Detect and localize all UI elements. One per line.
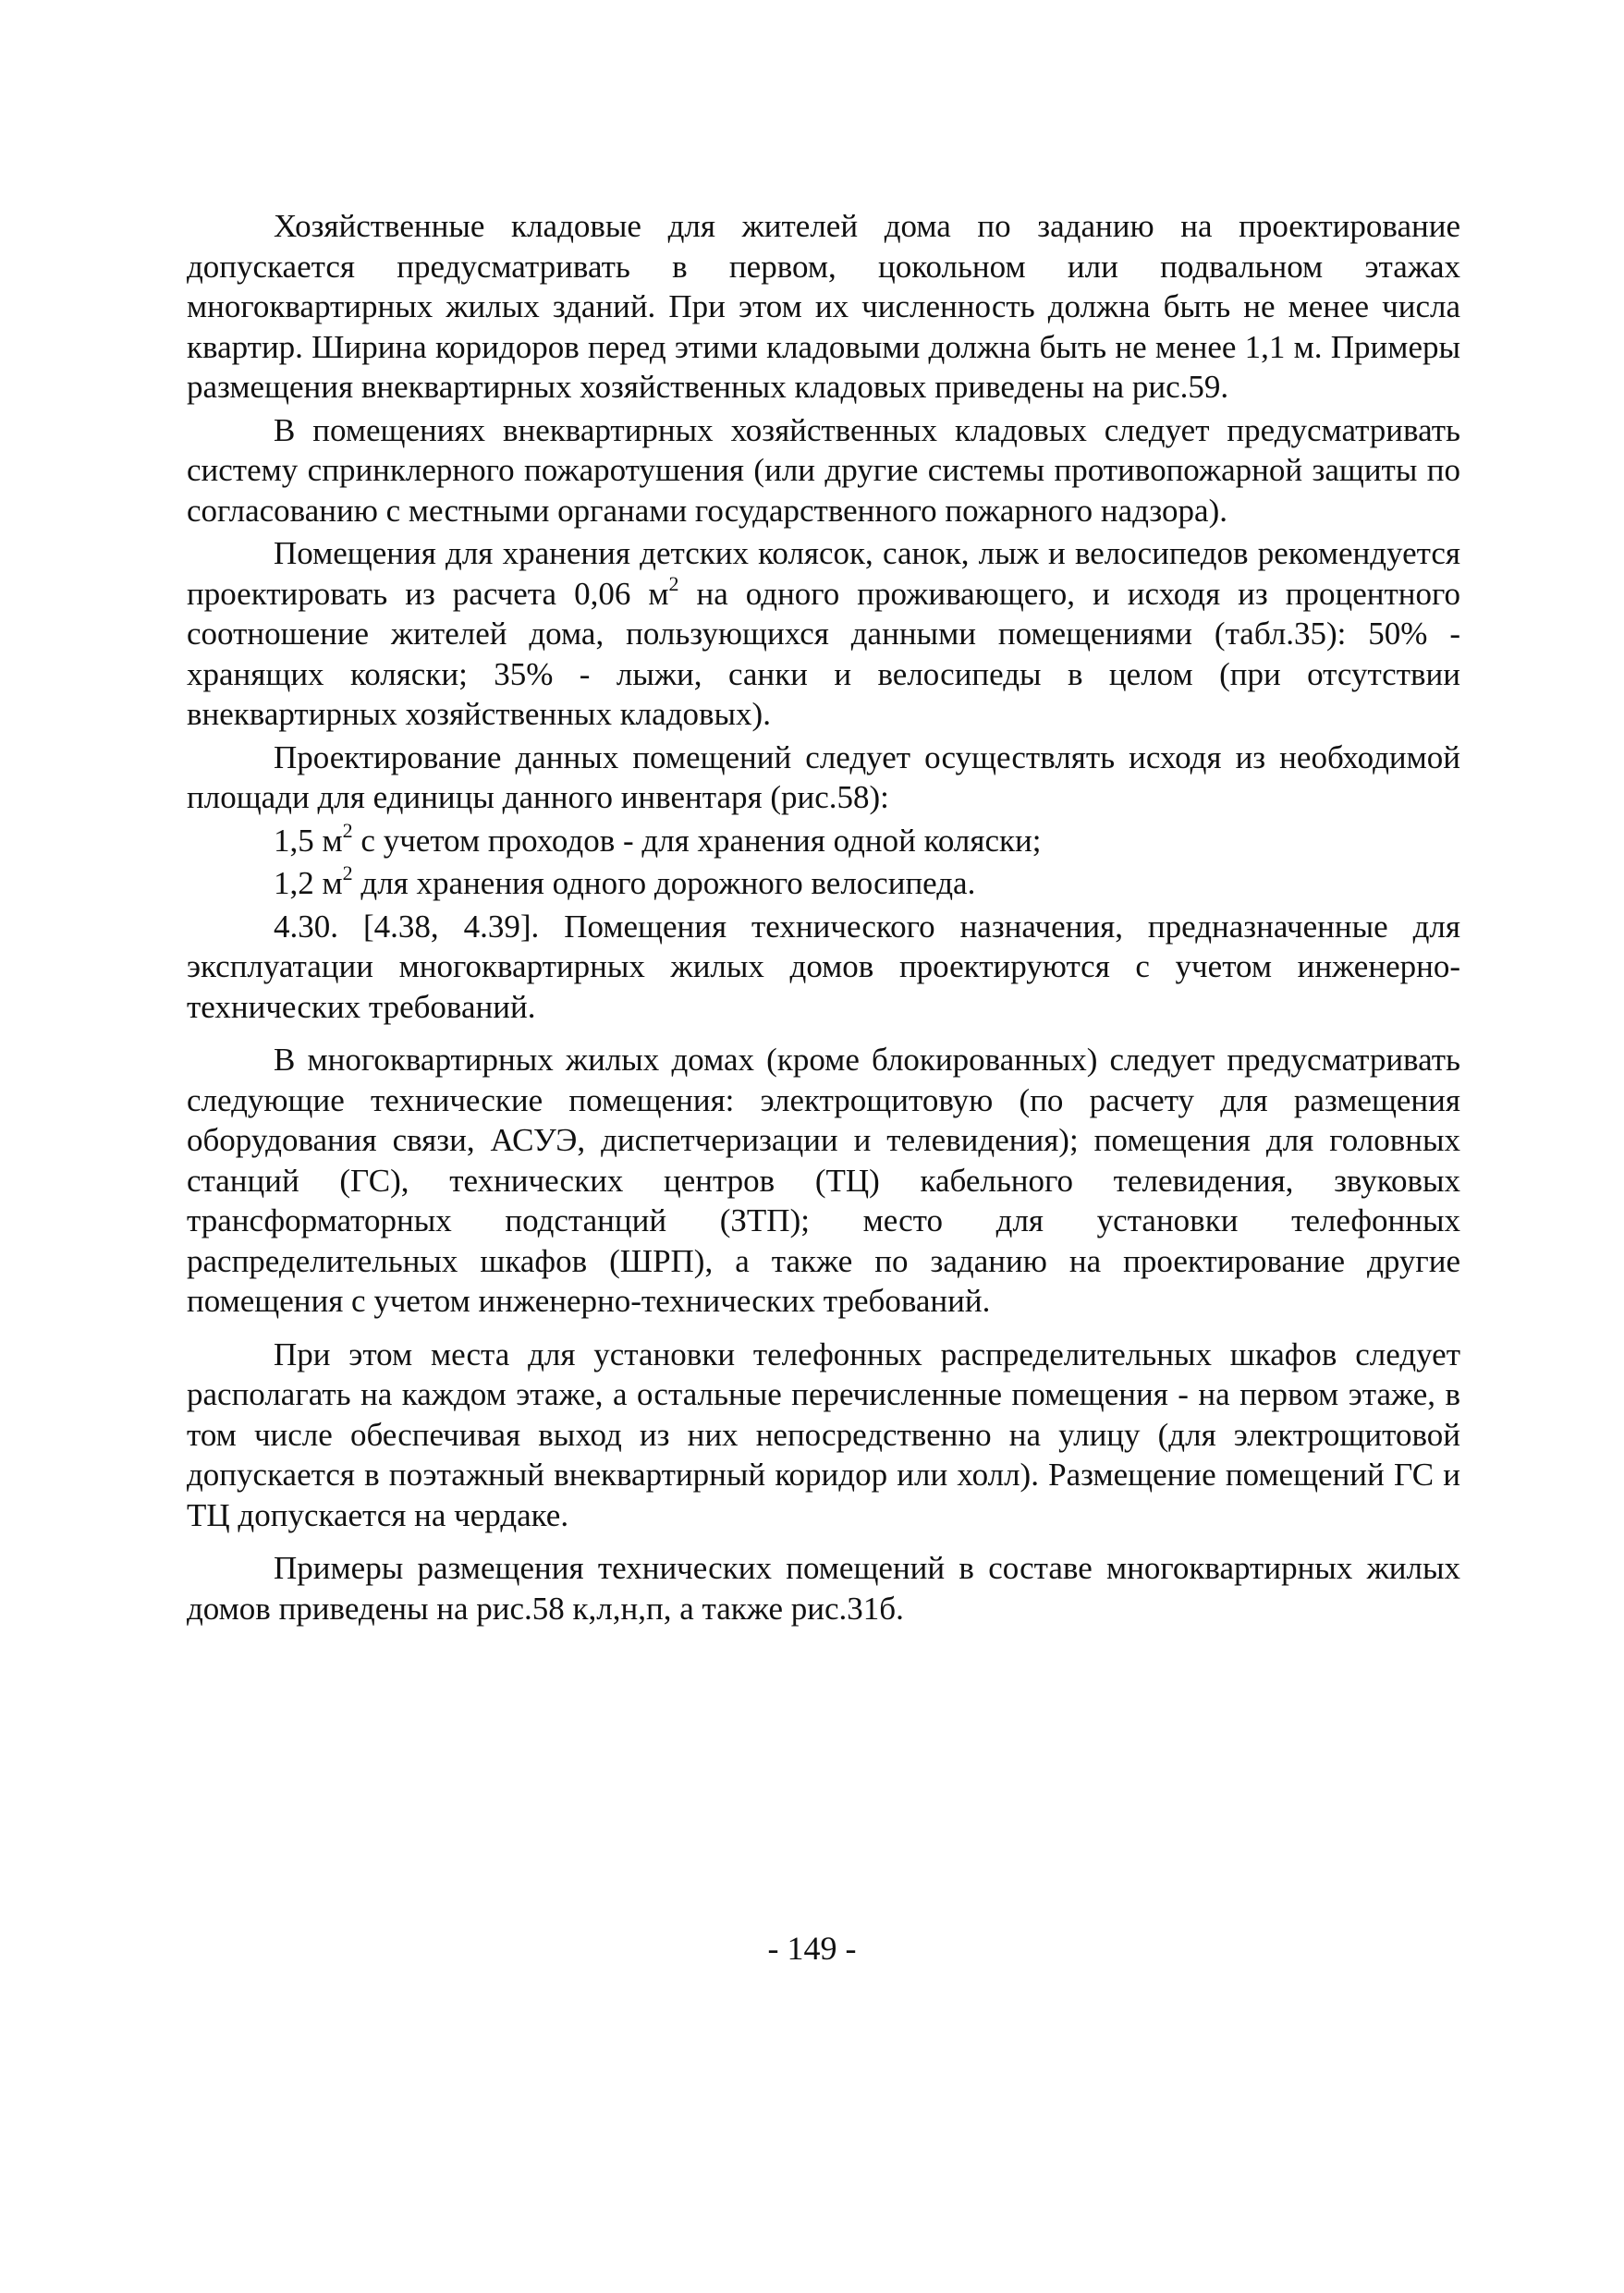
paragraph-stroller-rooms [187, 533, 1460, 735]
bicycle-area-value: 1,2 м [274, 865, 343, 901]
paragraph-clause-4-30: 4.30. [4.38, 4.39]. Помещения технического назначения, предназначенные для эксплуатации многоквартирных жилых домов проектируются с учетом инженерно-технических требований. [187, 908, 1460, 1025]
stroller-rooms-text-end: на одного проживающего, и исходя из процентного соотношение жителей дома, пользующихся данными помещениями (табл.35): 50% - хранящих коляски; 35% - лыжи, санки и велосипеды в целом (при отсутствии внеквартирных хозяйственных кладовых). [187, 575, 1460, 732]
paragraph-technical-rooms: В многоквартирных жилых домах (кроме блокированных) следует предусматривать следующие технические помещения: электрощитовую (по расчету для размещения оборудования связи, АСУЭ, диспетчеризации и телевидения); помещения для головных станций (ГС), технических центров (ТЦ) кабельного телевидения, звуковых трансформаторных подстанций (ЗТП); место для установки телефонных распределительных шкафов (ШРП), а также по заданию на проектирование другие помещения с учетом инженерно-технических требований. [187, 1042, 1460, 1319]
square-meter-superscript: 2 [668, 571, 679, 595]
stroller-rooms-text-start: Помещения для хранения детских колясок, санок, лыж и велосипедов рекомендуется проектировать из расчета 0,06 м [187, 535, 1460, 612]
document-body [187, 206, 1460, 1631]
square-meter-superscript: 2 [342, 861, 353, 885]
area-item-stroller [187, 818, 1460, 861]
stroller-area-value: 1,5 м [274, 822, 343, 859]
paragraph-area-requirements: Проектирование данных помещений следует осуществлять исходя из необходимой площади для единицы данного инвентаря (рис.58): [187, 738, 1460, 815]
area-item-bicycle [187, 863, 1460, 904]
square-meter-superscript: 2 [342, 818, 353, 842]
page-number: - 149 - [767, 1930, 857, 1967]
paragraph-placement-rules: При этом места для установки телефонных распределительных шкафов следует располагать на каждом этаже, а остальные перечисленные помещения - на первом этаже, в том числе обеспечивая выход из них непосредственно на улицу (для электрощитовой допускается в поэтажный внеквартирный коридор или холл). Размещение помещений ГС и ТЦ допускается на чердаке. [187, 1336, 1460, 1533]
paragraph-examples: Примеры размещения технических помещений в составе многоквартирных жилых домов приведены на рис.58 к,л,н,п, а также рис.31б. [187, 1550, 1460, 1627]
stroller-area-text: с учетом проходов - для хранения одной коляски; [352, 822, 1042, 859]
paragraph-sprinkler-system: В помещениях внеквартирных хозяйственных кладовых следует предусматривать систему спринклерного пожаротушения (или другие системы противопожарной защиты по согласованию с местными органами государственного пожарного надзора). [187, 411, 1460, 529]
paragraph-storage-rooms: Хозяйственные кладовые для жителей дома по заданию на проектирование допускается предусматривать в первом, цокольном или подвальном этажах многоквартирных жилых зданий. При этом их численность должна быть не менее числа квартир. Ширина коридоров перед этими кладовыми должна быть не менее 1,1 м. Примеры размещения внеквартирных хозяйственных кладовых приведены на рис.59. [187, 208, 1460, 405]
bicycle-area-text: для хранения одного дорожного велосипеда. [352, 865, 976, 901]
